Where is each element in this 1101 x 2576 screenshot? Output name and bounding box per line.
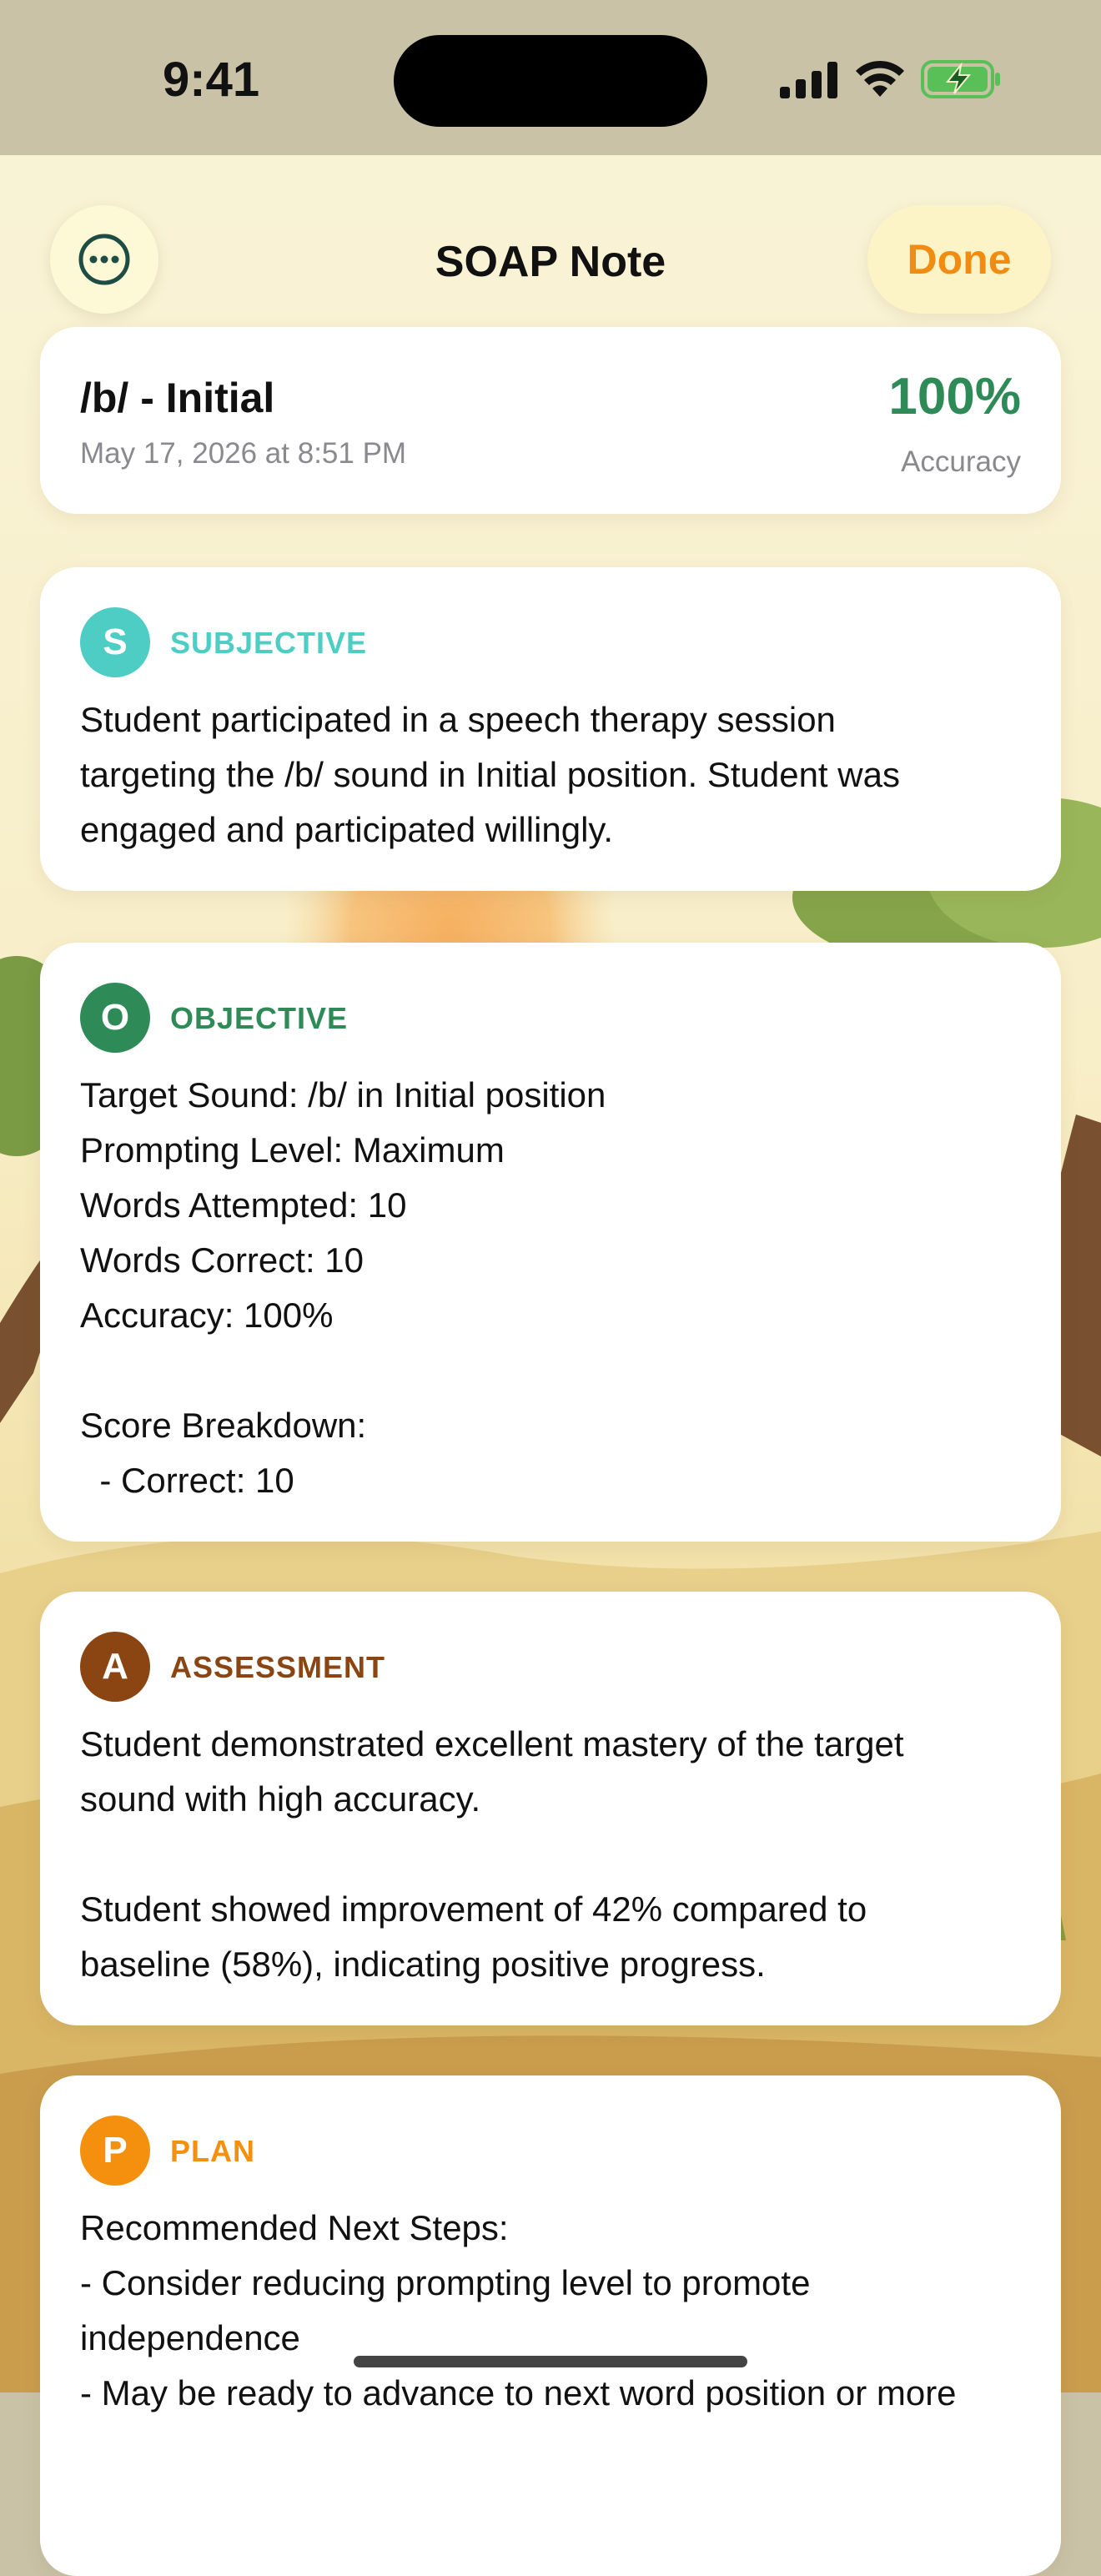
plan-label: PLAN: [170, 2134, 255, 2168]
page-title: SOAP Note: [435, 238, 666, 286]
dynamic-island: [394, 35, 707, 127]
subjective-badge: S: [80, 607, 150, 677]
assessment-badge: A: [80, 1632, 150, 1702]
objective-label: OBJECTIVE: [170, 1001, 349, 1035]
assessment-text: Student demonstrated excellent mastery of the target sound with high accuracy. Student showed improvement of 42% compared to baseline (58%), indicating positive progress.: [80, 1724, 904, 1984]
home-indicator[interactable]: [354, 2356, 747, 2367]
status-bar: [0, 0, 1101, 158]
session-title: /b/ - Initial: [80, 375, 275, 421]
plan-section-card: [40, 2075, 1061, 2576]
battery-charging-icon: [921, 60, 1001, 98]
wifi-icon: [856, 58, 904, 98]
plan-text: Recommended Next Steps: - Consider reducing prompting level to promote independence - May be ready to advance to next word position or more: [80, 2208, 957, 2412]
objective-section-card: [40, 943, 1061, 1542]
accuracy-label: Accuracy: [901, 445, 1021, 478]
session-summary-card: [40, 327, 1061, 514]
subjective-label: SUBJECTIVE: [170, 626, 368, 660]
subjective-section-card: [40, 567, 1061, 891]
assessment-label: ASSESSMENT: [170, 1650, 386, 1684]
objective-badge: O: [80, 983, 150, 1053]
objective-text: Target Sound: /b/ in Initial position Prompting Level: Maximum Words Attempted: 10 Words Correct: 10 Accuracy: 100% Score Breakdown: - Correct: 10: [80, 1075, 606, 1500]
session-date: May 17, 2026 at 8:51 PM: [80, 437, 407, 470]
status-time: 9:41: [163, 53, 260, 107]
cellular-signal-icon: [780, 62, 838, 98]
accuracy-value: 100%: [888, 368, 1021, 425]
plan-badge: P: [80, 2116, 150, 2186]
assessment-section-card: [40, 1592, 1061, 2025]
done-button[interactable]: Done: [867, 205, 1051, 314]
subjective-text: Student participated in a speech therapy session targeting the /b/ sound in Initial position. Student was engaged and participated willingly.: [80, 700, 900, 849]
soap-note-sheet: [0, 155, 1101, 2412]
